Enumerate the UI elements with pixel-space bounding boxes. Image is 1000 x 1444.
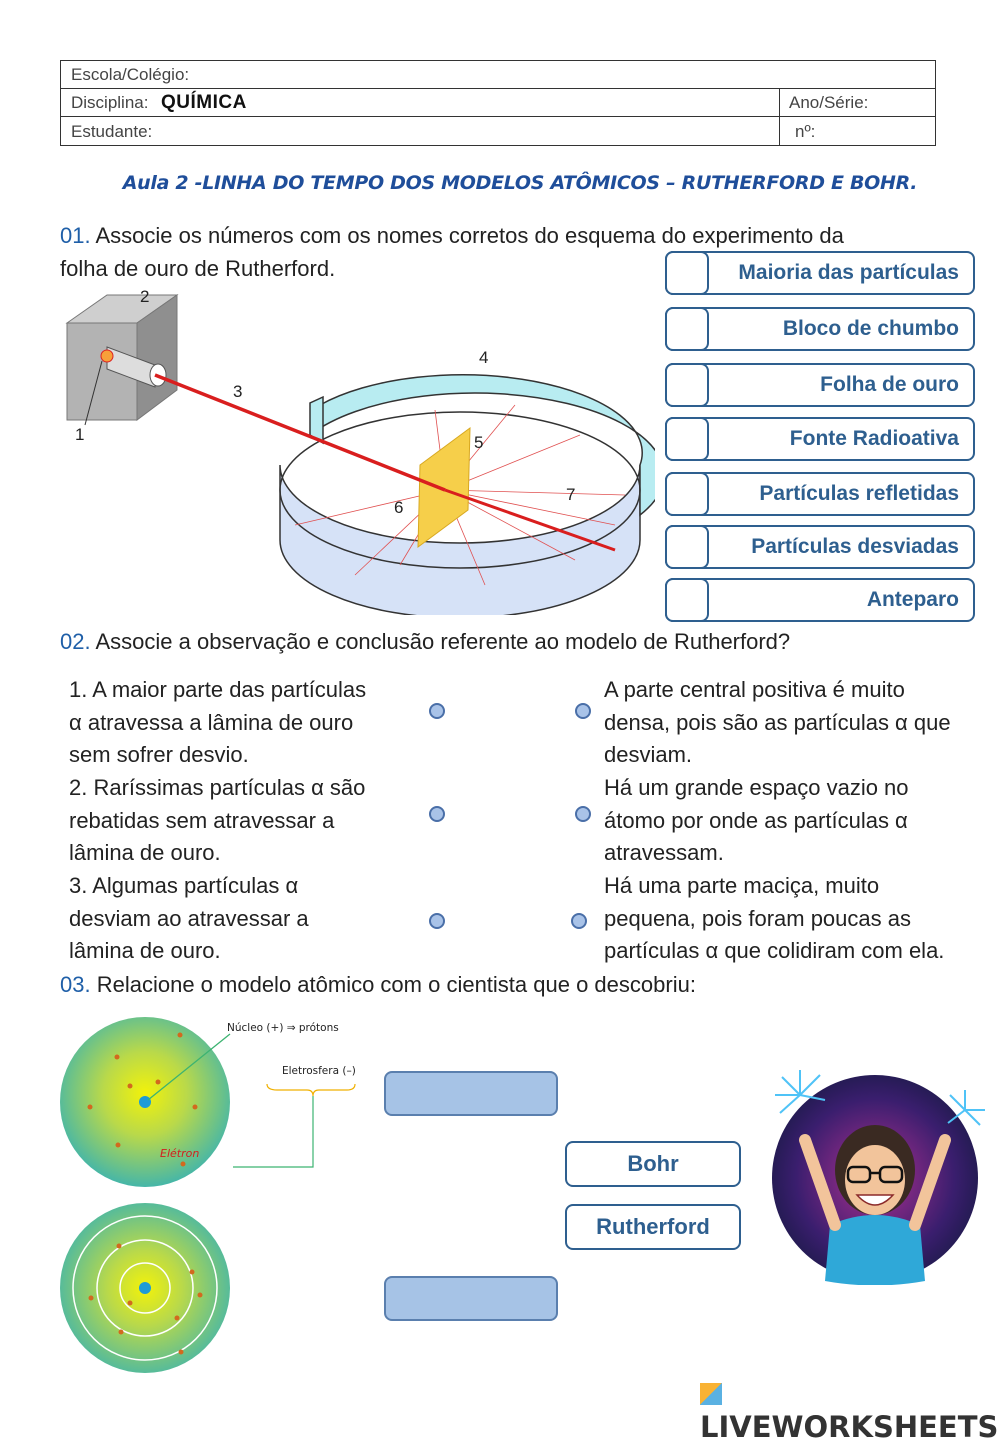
q3-number: 03.	[60, 972, 91, 997]
concl-line: A parte central positiva é muito	[604, 677, 905, 702]
obs-line: lâmina de ouro.	[69, 938, 221, 963]
label-nucleus: Núcleo (+) ⇒ prótons	[227, 1022, 339, 1034]
liveworksheets-logo	[700, 1376, 1000, 1444]
option-label: Fonte Radioativa	[789, 427, 959, 450]
concl-line: partículas α que colidiram com ela.	[604, 938, 945, 963]
obs-line: 2. Raríssimas partículas α são	[69, 775, 366, 800]
page-title: Aula 2 -LINHA DO TEMPO DOS MODELOS ATÔMICOS – RUTHERFORD E BOHR.	[122, 172, 918, 194]
option-anteparo[interactable]	[665, 578, 975, 622]
option-maioria[interactable]	[665, 251, 975, 295]
obs-line: 3. Algumas partículas α	[69, 873, 299, 898]
answer-box-1[interactable]	[665, 251, 709, 295]
observation-3	[69, 870, 309, 968]
obs-line: desviam ao atravessar a	[69, 905, 309, 931]
q3-text: Relacione o modelo atômico com o cientista que o descobriu:	[96, 972, 696, 997]
concl-line: atravessam.	[604, 840, 724, 865]
answer-box-2[interactable]	[665, 307, 709, 351]
option-label: Folha de ouro	[820, 373, 959, 396]
label-electrosphere: Eletrosfera (–)	[282, 1065, 356, 1077]
answer-drop-rutherford-atom[interactable]	[384, 1071, 558, 1116]
option-particulas-desviadas[interactable]	[665, 525, 975, 569]
logo-icon	[700, 1383, 722, 1405]
label-electron: Elétron	[160, 1147, 200, 1160]
observation-1	[69, 674, 366, 772]
diagram-number-5: 5	[474, 433, 484, 452]
obs-line: lâmina de ouro.	[69, 840, 221, 865]
option-label: Anteparo	[866, 588, 959, 611]
bohr-atom-model	[55, 1200, 235, 1380]
option-particulas-refletidas[interactable]	[665, 472, 975, 516]
match-dot-left-3[interactable]	[429, 913, 445, 929]
answer-box-4[interactable]	[665, 417, 709, 461]
diagram-number-2: 2	[140, 287, 150, 306]
diagram-number-3: 3	[233, 382, 243, 401]
header-divider	[779, 89, 780, 146]
concl-line: Há um grande espaço vazio no	[604, 775, 909, 800]
answer-box-5[interactable]	[665, 472, 709, 516]
logo-text: LIVEWORKSHEETS	[700, 1410, 999, 1444]
q3-prompt	[60, 968, 696, 1001]
answer-box-3[interactable]	[665, 363, 709, 407]
school-row	[61, 61, 935, 89]
option-fonte-radioativa[interactable]	[665, 417, 975, 461]
obs-line: α atravessa a lâmina de ouro	[69, 709, 354, 735]
conclusion-2	[604, 772, 909, 870]
match-dot-right-1[interactable]	[575, 703, 591, 719]
conclusion-3	[604, 870, 944, 968]
conclusion-1	[604, 674, 951, 772]
rutherford-experiment-diagram	[55, 285, 655, 615]
atom-nucleus	[139, 1096, 151, 1108]
subject-value: QUÍMICA	[161, 92, 247, 113]
subject-label: Disciplina:	[71, 93, 149, 112]
answer-drop-bohr-atom[interactable]	[384, 1276, 558, 1321]
radioactive-source	[101, 350, 113, 362]
header-table	[60, 60, 936, 146]
teacher-avatar	[760, 1055, 990, 1285]
bohr-nucleus	[139, 1282, 151, 1294]
obs-line: 1. A maior parte das partículas	[69, 677, 367, 702]
electrosphere-brace	[267, 1084, 355, 1096]
school-label: Escola/Colégio:	[71, 65, 190, 84]
obs-line: rebatidas sem atravessar a	[69, 807, 335, 833]
answer-box-7[interactable]	[665, 578, 709, 622]
diagram-number-1: 1	[75, 425, 85, 444]
option-label: Partículas refletidas	[759, 482, 959, 505]
concl-line: Há uma parte maciça, muito	[604, 873, 880, 898]
q1-text-line1: Associe os números com os nomes corretos do esquema do experimento da	[95, 223, 844, 248]
diagram-number-4: 4	[479, 348, 489, 367]
subject-row	[61, 89, 935, 117]
option-label: Maioria das partículas	[738, 261, 959, 284]
diagram-number-6: 6	[394, 498, 404, 517]
option-label: Partículas desviadas	[751, 535, 959, 558]
concl-line: desviam.	[604, 742, 693, 767]
electrosphere-pointer	[233, 1096, 313, 1167]
q1-number: 01.	[60, 223, 91, 248]
q2-number: 02.	[60, 629, 91, 654]
observation-2	[69, 772, 365, 870]
rutherford-atom-model	[55, 1012, 375, 1192]
gold-foil	[418, 428, 470, 547]
student-row	[61, 118, 935, 146]
match-dot-left-2[interactable]	[429, 806, 445, 822]
name-rutherford[interactable]: Rutherford	[565, 1204, 741, 1250]
answer-box-6[interactable]	[665, 525, 709, 569]
concl-line: densa, pois são as partículas α que	[604, 709, 951, 735]
q1-text-line2: folha de ouro de Rutherford.	[60, 256, 336, 281]
obs-line: sem sofrer desvio.	[69, 742, 249, 767]
diagram-number-7: 7	[566, 485, 576, 504]
q2-text: Associe a observação e conclusão referente ao modelo de Rutherford?	[95, 629, 791, 654]
concl-line: pequena, pois foram poucas as	[604, 905, 911, 931]
match-dot-right-3[interactable]	[571, 913, 587, 929]
match-dot-left-1[interactable]	[429, 703, 445, 719]
option-folha-ouro[interactable]	[665, 363, 975, 407]
option-bloco-chumbo[interactable]	[665, 307, 975, 351]
q2-prompt	[60, 625, 790, 658]
name-bohr[interactable]: Bohr	[565, 1141, 741, 1187]
grade-label: Ano/Série:	[789, 93, 869, 112]
concl-line: átomo por onde as partículas α	[604, 807, 908, 833]
match-dot-right-2[interactable]	[575, 806, 591, 822]
number-label: nº:	[795, 122, 816, 141]
option-label: Bloco de chumbo	[782, 317, 959, 340]
student-label: Estudante:	[71, 122, 153, 141]
